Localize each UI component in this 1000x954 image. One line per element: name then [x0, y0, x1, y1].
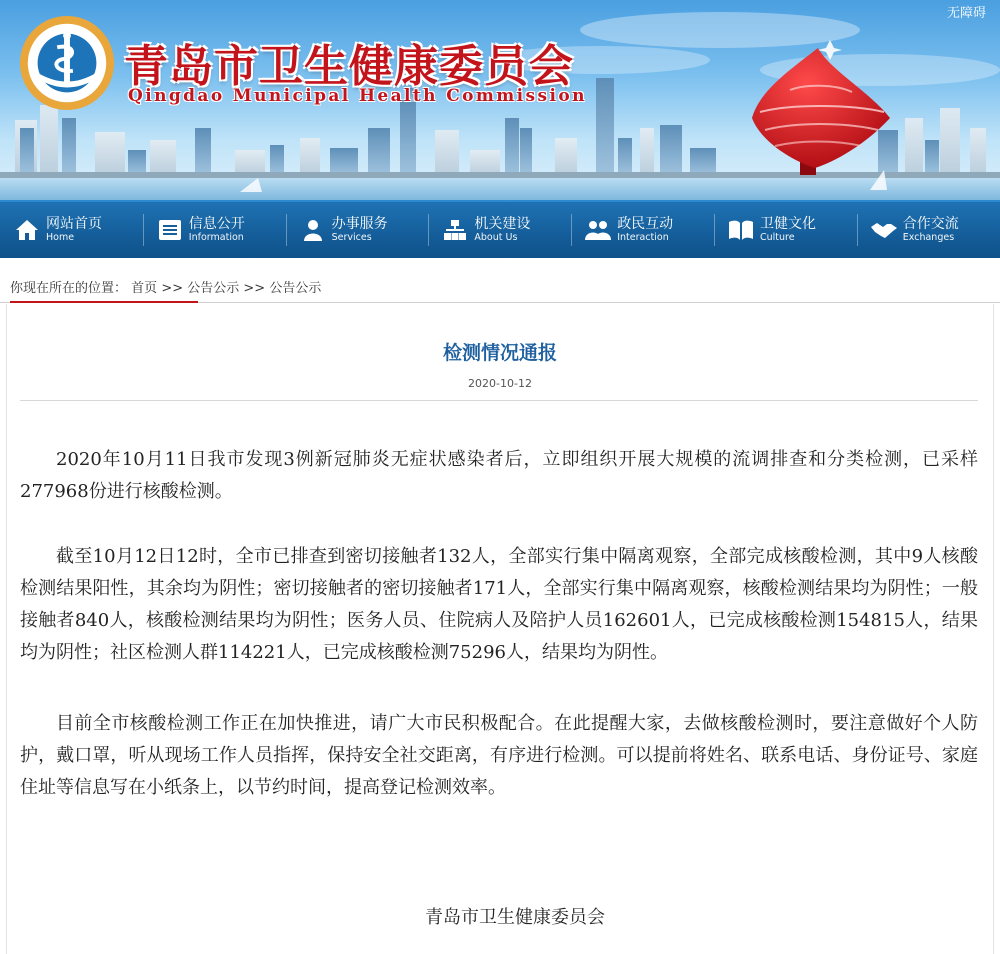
nav-item-about-us[interactable]: [428, 202, 571, 258]
article-paragraph: 2020年10月11日我市发现3例新冠肺炎无症状感染者后，立即组织开展大规模的流调排查和分类检测，已采样277968份进行核酸检测。: [20, 449, 978, 502]
nav-label: 信息公开: [188, 215, 245, 232]
nav-label-en: Information: [188, 231, 244, 243]
nav-item-information[interactable]: [143, 202, 286, 258]
nav-item-services[interactable]: [286, 202, 429, 258]
breadcrumb-accent-underline: [10, 301, 198, 303]
list-icon: [157, 217, 183, 243]
home-icon: [14, 217, 40, 243]
article-title: 检测情况通报: [442, 342, 557, 364]
breadcrumb-separator: >>: [161, 281, 184, 296]
main-nav: [0, 200, 1000, 258]
article-date: 2020-10-12: [468, 377, 532, 390]
article-paragraph: 截至10月12日12时，全市已排查到密切接触者132人，全部实行集中隔离观察，全部完成核酸检测，其中9人核酸检测结果阳性，其余均为阴性；密切接触者的密切接触者171人，全部实行集中隔离观察，核酸检测结果均为阴性；一般接触者840人，核酸检测结果均为阴性；医务人员、住院病人及陪护人员162601人，已完成核酸检测154815人，结果均为阴性；社区检测人群114221人，已完成核酸检测75296人，结果均为阴性。: [20, 546, 978, 663]
breadcrumb-current-link[interactable]: 公告公示: [269, 281, 322, 296]
nav-label: 卫健文化: [759, 215, 816, 232]
breadcrumb-bar: [0, 258, 1000, 304]
nav-label-en: Services: [331, 231, 372, 243]
nav-label-en: Exchanges: [902, 231, 955, 243]
nav-label-en: About Us: [474, 231, 518, 243]
book-icon: [728, 217, 754, 243]
article-paragraph: 目前全市核酸检测工作正在加快推进，请广大市民积极配合。在此提醒大家，去做核酸检测时，要注意做好个人防护，戴口罩，听从现场工作人员指挥，保持安全社交距离，有序进行检测。可以提前将姓名、联系电话、身份证号、家庭住址等信息写在小纸条上，以节约时间，提高登记检测效率。: [20, 713, 978, 798]
people-icon: [585, 217, 611, 243]
qingdao-health-commission-logo[interactable]: [18, 14, 116, 112]
org-chart-icon: [442, 217, 468, 243]
handshake-icon: [871, 217, 897, 243]
nav-label: 机关建设: [474, 215, 531, 232]
nav-item-exchanges[interactable]: [857, 202, 1000, 258]
accessibility-link[interactable]: 无障碍: [946, 6, 986, 21]
nav-label: 政民互动: [617, 215, 674, 232]
nav-label: 合作交流: [902, 215, 959, 232]
nav-label: 网站首页: [46, 215, 102, 232]
nav-label-en: Home: [46, 231, 75, 243]
nav-item-culture[interactable]: [714, 202, 857, 258]
nav-label: 办事服务: [331, 215, 388, 232]
breadcrumb-prefix: 你现在所在的位置：: [10, 281, 128, 296]
person-icon: [300, 217, 326, 243]
breadcrumb-home-link[interactable]: 首页: [131, 281, 158, 296]
breadcrumb: [10, 277, 321, 296]
nav-item-home[interactable]: [0, 202, 143, 258]
nav-label-en: Culture: [759, 231, 795, 243]
nav-item-interaction[interactable]: [571, 202, 714, 258]
site-subtitle: Qingdao Municipal Health Commission: [128, 86, 587, 106]
nav-label-en: Interaction: [617, 231, 669, 243]
article-divider: [20, 400, 978, 401]
breadcrumb-notice-link[interactable]: 公告公示: [187, 281, 240, 296]
article-signature: 青岛市卫生健康委员会: [425, 907, 605, 928]
breadcrumb-separator: >>: [243, 281, 266, 296]
site-title[interactable]: 青岛市卫生健康委员会: [124, 41, 574, 92]
site-banner: [0, 0, 1000, 200]
